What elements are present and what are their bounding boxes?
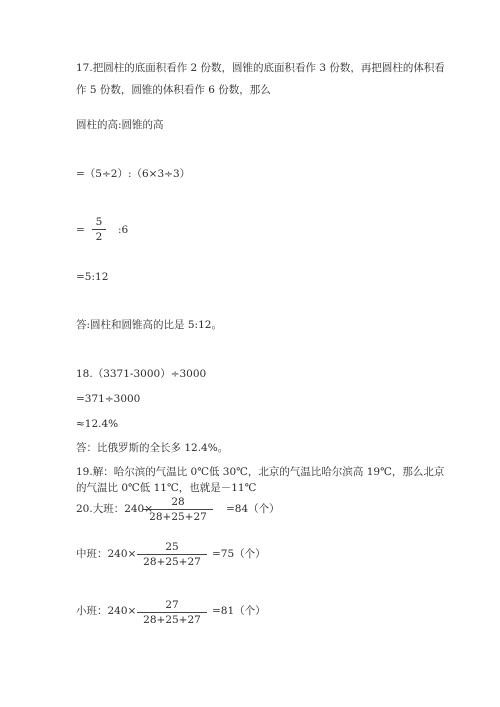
q20-row-prefix: 小班：240× <box>76 605 137 617</box>
q20-row-prefix: 中班：240× <box>76 548 137 560</box>
q20-row-fraction <box>137 599 207 626</box>
fraction-denominator: 28+25+27 <box>143 614 201 626</box>
q17-step1: =（5÷2）:（6×3÷3） <box>76 168 191 180</box>
fraction-denominator: 2 <box>95 231 103 243</box>
q17-step3: =5:12 <box>76 271 109 283</box>
q20-row-fraction <box>137 541 207 568</box>
q17-step2-fraction <box>92 216 106 243</box>
q17-step2-suffix: :6 <box>118 224 129 236</box>
q17-line1: 17.把圆柱的底面积看作 2 份数，圆锥的底面积看作 3 份数，再把圆柱的体积看 <box>76 62 445 74</box>
fraction-numerator: 5 <box>92 216 106 230</box>
q17-step2-prefix: = <box>76 224 85 236</box>
q19-line1: 19.解：哈尔滨的气温比 0℃低 30℃，北京的气温比哈尔滨高 19℃，那么北京 <box>76 466 445 478</box>
fraction-numerator: 28 <box>143 496 213 510</box>
q20-row-result: =75（个） <box>212 548 266 560</box>
q18-line2: =371÷3000 <box>76 393 141 405</box>
q17-answer: 答:圆柱和圆锥高的比是 5:12。 <box>76 319 222 331</box>
q19-line2: 的气温比 0℃低 11℃，也就是－11℃ <box>76 482 257 494</box>
q18-answer: 答：比俄罗斯的全长多 12.4%。 <box>76 442 229 454</box>
q20-row-result: =81（个） <box>212 605 266 617</box>
fraction-denominator: 28+25+27 <box>143 556 201 568</box>
q17-line2: 作 5 份数，圆锥的体积看作 6 份数，那么 <box>76 84 271 96</box>
fraction-numerator: 27 <box>137 599 207 613</box>
fraction-denominator: 28+25+27 <box>149 511 207 523</box>
q20-row-fraction <box>143 496 213 523</box>
fraction-numerator: 25 <box>137 541 207 555</box>
q20-row-prefix: 20.大班：240× <box>76 503 154 515</box>
q18-line3: ≈12.4% <box>76 418 119 430</box>
q18-line1: 18.（3371-3000）÷3000 <box>76 368 207 380</box>
q17-ratio-label: 圆柱的高:圆锥的高 <box>76 119 164 131</box>
q20-row-result: =84（个） <box>226 503 280 515</box>
